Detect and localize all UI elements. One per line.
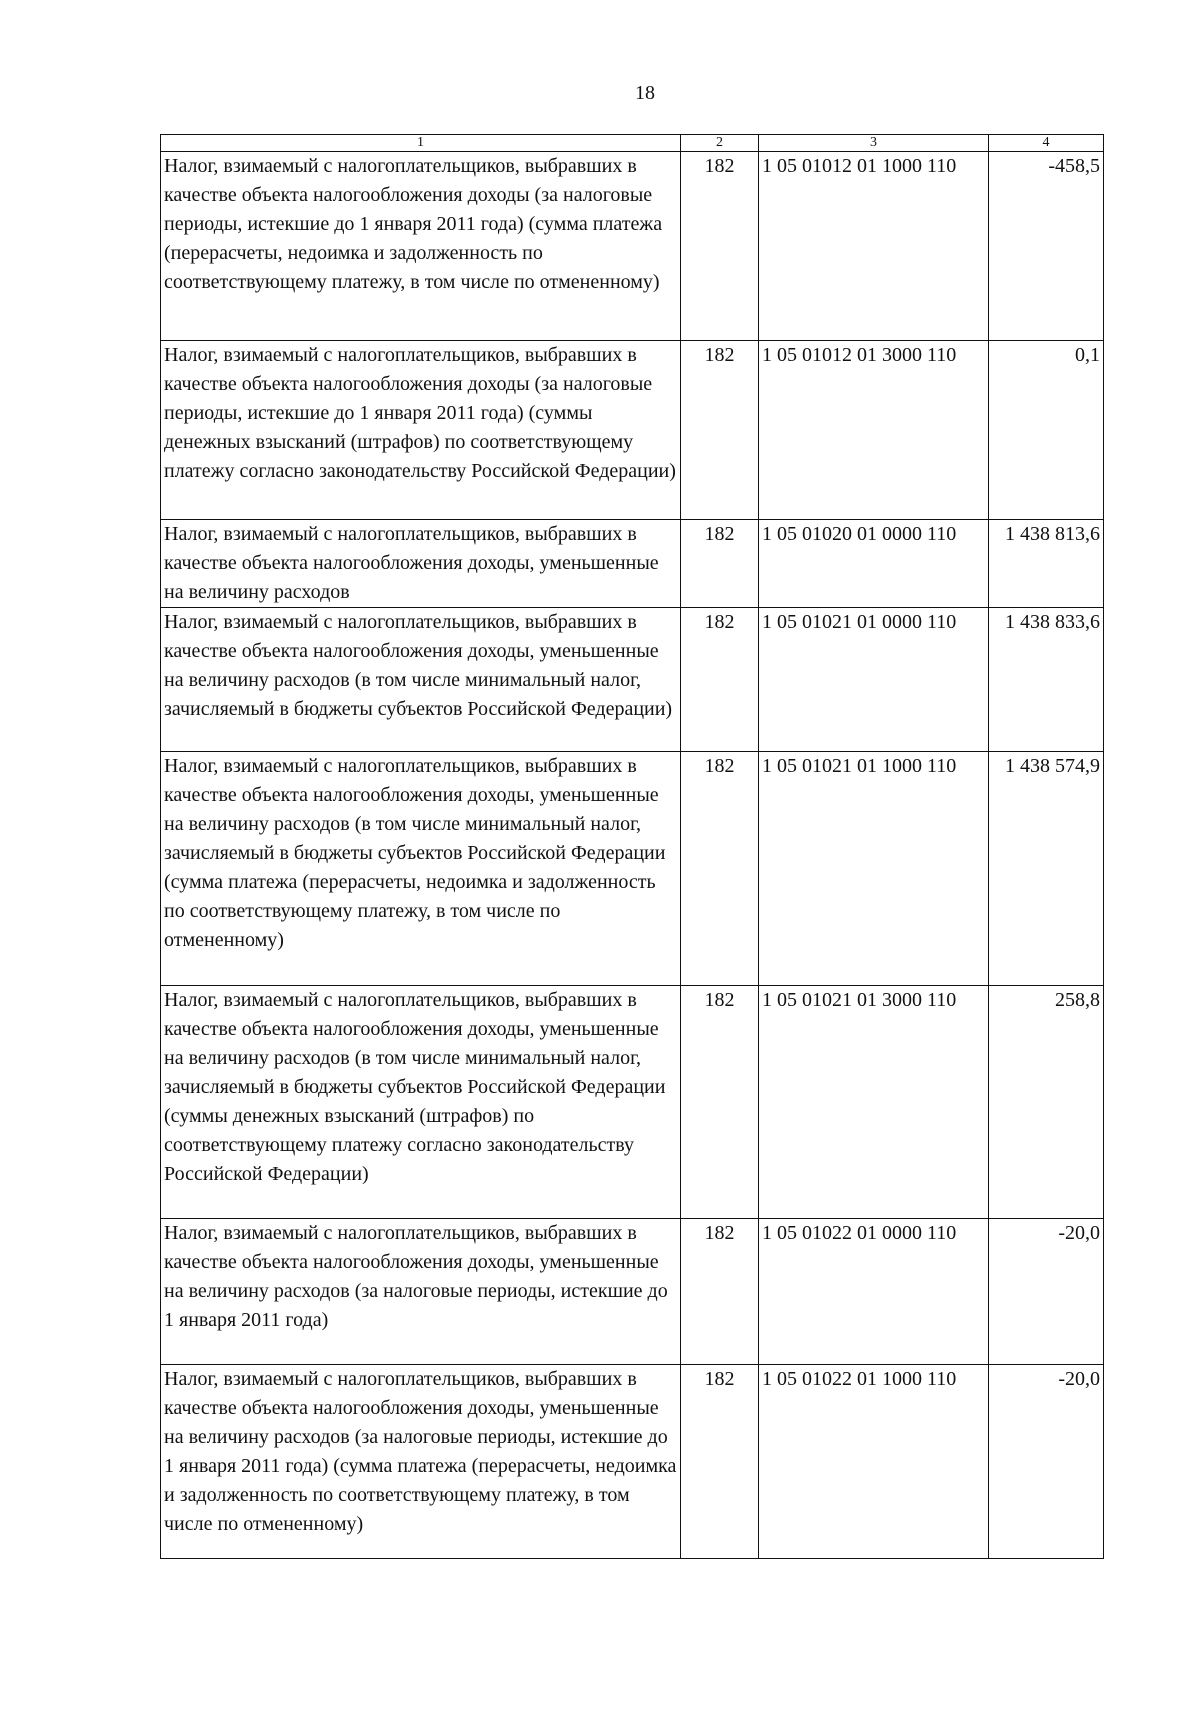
administrator-code: 182 [681, 986, 759, 1219]
budget-classification-code: 1 05 01020 01 0000 110 [759, 520, 989, 608]
budget-classification-code: 1 05 01021 01 1000 110 [759, 752, 989, 986]
administrator-code: 182 [681, 520, 759, 608]
budget-classification-code: 1 05 01012 01 1000 110 [759, 152, 989, 341]
column-number-2: 2 [681, 135, 759, 152]
amount: 1 438 813,6 [989, 520, 1104, 608]
table-row [161, 520, 1104, 608]
amount: -20,0 [989, 1365, 1104, 1559]
amount: 0,1 [989, 341, 1104, 520]
budget-classification-code: 1 05 01012 01 3000 110 [759, 341, 989, 520]
column-number-1: 1 [161, 135, 681, 152]
table-row [161, 1365, 1104, 1559]
amount: 258,8 [989, 986, 1104, 1219]
revenue-description: Налог, взимаемый с налогоплательщиков, выбравших в качестве объекта налогообложения доходы, уменьшенные на величину расходов (за налоговые периоды, истекшие до 1 января 2011 года) (сумма платежа (перерасчеты, недоимка и задолженность по соответствующему платежу, в том числе по отмененному) [161, 1365, 681, 1559]
page-number: 18 [635, 82, 655, 104]
column-number-row [161, 135, 1104, 152]
budget-classification-code: 1 05 01022 01 1000 110 [759, 1365, 989, 1559]
administrator-code: 182 [681, 752, 759, 986]
administrator-code: 182 [681, 1219, 759, 1365]
table-row [161, 1219, 1104, 1365]
administrator-code: 182 [681, 341, 759, 520]
amount: 1 438 574,9 [989, 752, 1104, 986]
administrator-code: 182 [681, 152, 759, 341]
column-number-4: 4 [989, 135, 1104, 152]
revenue-table [160, 134, 1104, 1559]
revenue-description: Налог, взимаемый с налогоплательщиков, выбравших в качестве объекта налогообложения доходы (за налоговые периоды, истекшие до 1 января 2011 года) (сумма платежа (перерасчеты, недоимка и задолженность по соответствующему платежу, в том числе по отмененному) [161, 152, 681, 341]
revenue-description: Налог, взимаемый с налогоплательщиков, выбравших в качестве объекта налогообложения доходы, уменьшенные на величину расходов (в том числе минимальный налог, зачисляемый в бюджеты субъектов Российской Федерации) [161, 608, 681, 752]
revenue-description: Налог, взимаемый с налогоплательщиков, выбравших в качестве объекта налогообложения доходы, уменьшенные на величину расходов (за налоговые периоды, истекшие до 1 января 2011 года) [161, 1219, 681, 1365]
column-number-3: 3 [759, 135, 989, 152]
budget-classification-code: 1 05 01022 01 0000 110 [759, 1219, 989, 1365]
revenue-description: Налог, взимаемый с налогоплательщиков, выбравших в качестве объекта налогообложения доходы, уменьшенные на величину расходов [161, 520, 681, 608]
amount: 1 438 833,6 [989, 608, 1104, 752]
amount: -20,0 [989, 1219, 1104, 1365]
table-row [161, 752, 1104, 986]
table-row [161, 608, 1104, 752]
revenue-description: Налог, взимаемый с налогоплательщиков, выбравших в качестве объекта налогообложения доходы, уменьшенные на величину расходов (в том числе минимальный налог, зачисляемый в бюджеты субъектов Российской Федерации (суммы денежных взысканий (штрафов) по соответствующему платежу согласно законодательству Российской Федерации) [161, 986, 681, 1219]
administrator-code: 182 [681, 608, 759, 752]
table-row [161, 341, 1104, 520]
table-row [161, 986, 1104, 1219]
table-row [161, 152, 1104, 341]
revenue-description: Налог, взимаемый с налогоплательщиков, выбравших в качестве объекта налогообложения доходы, уменьшенные на величину расходов (в том числе минимальный налог, зачисляемый в бюджеты субъектов Российской Федерации (сумма платежа (перерасчеты, недоимка и задолженность по соответствующему платежу, в том числе по отмененному) [161, 752, 681, 986]
revenue-description: Налог, взимаемый с налогоплательщиков, выбравших в качестве объекта налогообложения доходы (за налоговые периоды, истекшие до 1 января 2011 года) (суммы денежных взысканий (штрафов) по соответствующему платежу согласно законодательству Российской Федерации) [161, 341, 681, 520]
administrator-code: 182 [681, 1365, 759, 1559]
budget-classification-code: 1 05 01021 01 0000 110 [759, 608, 989, 752]
amount: -458,5 [989, 152, 1104, 341]
budget-classification-code: 1 05 01021 01 3000 110 [759, 986, 989, 1219]
